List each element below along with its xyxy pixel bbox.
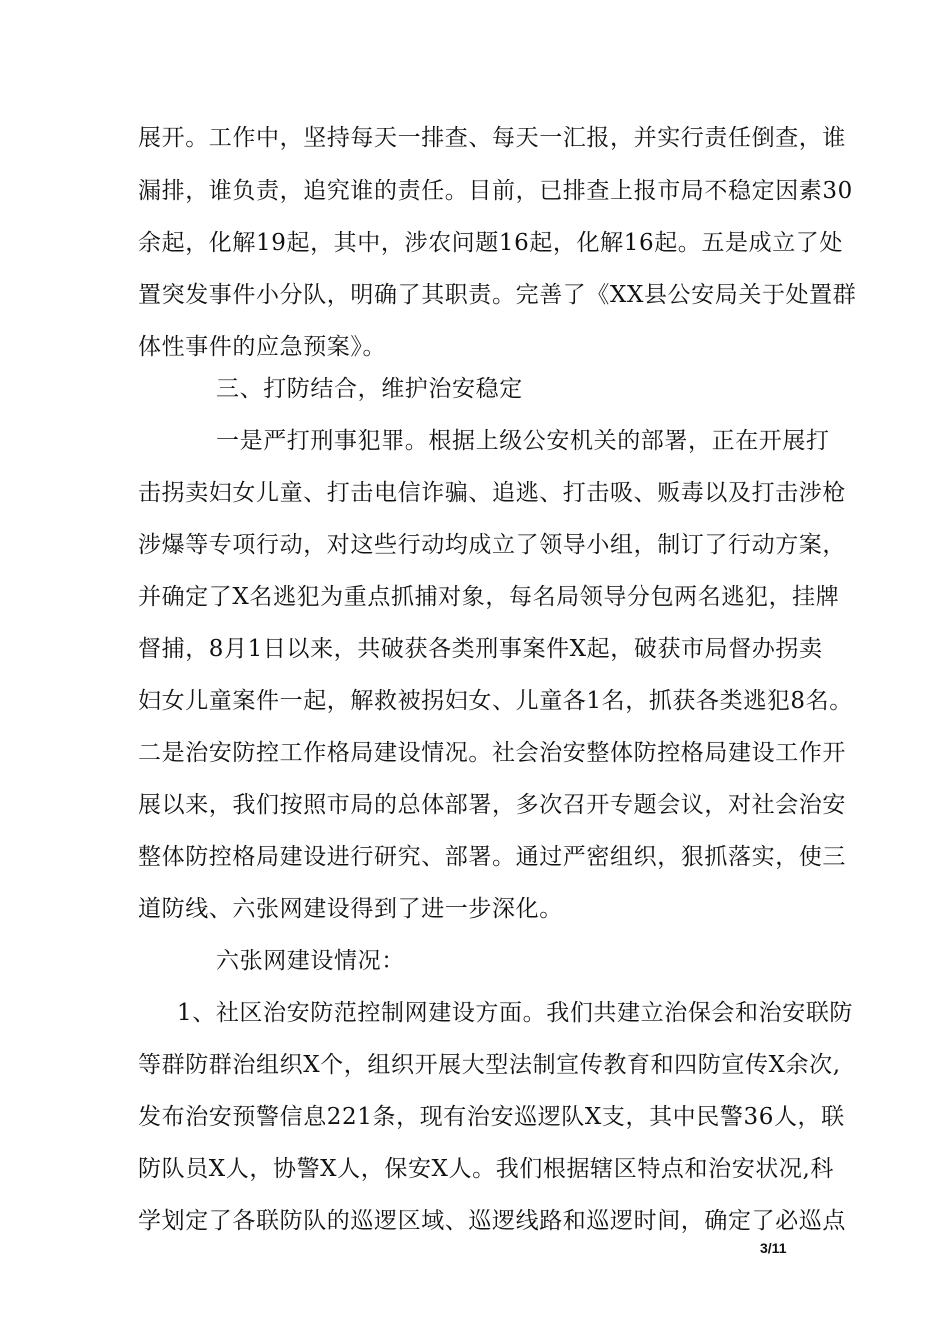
- text-line: 余起，化解19起，其中，涉农问题16起，化解16起。五是成立了处: [138, 230, 843, 256]
- text-line: 展以来，我们按照市局的总体部署，多次召开专题会议，对社会治安: [138, 792, 846, 818]
- text-line: 等群防群治组织X个，组织开展大型法制宣传教育和四防宣传X余次,: [138, 1052, 841, 1078]
- text-line: 妇女儿童案件一起，解救被拐妇女、儿童各1名，抓获各类逃犯8名。: [138, 688, 853, 714]
- text-line: 督捕，8月1日以来，共破获各类刑事案件X起，破获市局督办拐卖: [138, 636, 823, 662]
- section-heading: 三、打防结合，维护治安稳定: [216, 376, 523, 402]
- text-line: 展开。工作中，坚持每天一排查、每天一汇报，并实行责任倒查，谁: [138, 125, 846, 151]
- subheading: 六张网建设情况：: [216, 948, 405, 974]
- paragraph-start: 一是严打刑事犯罪。根据上级公安机关的部署，正在开展打: [216, 428, 830, 454]
- text-line: 体性事件的应急预案》。: [138, 334, 387, 360]
- text-line: 并确定了X名逃犯为重点抓捕对象，每名局领导分包两名逃犯，挂牌: [138, 584, 840, 610]
- text-line: 置突发事件小分队，明确了其职责。完善了《XX县公安局关于处置群: [138, 282, 857, 308]
- paragraph-start: 1、社区治安防范控制网建设方面。我们共建立治保会和治安联防: [177, 1000, 854, 1026]
- text-line: 学划定了各联防队的巡逻区域、巡逻线路和巡逻时间，确定了必巡点: [138, 1208, 846, 1234]
- text-line: 漏排，谁负责，追究谁的责任。目前，已排查上报市局不稳定因素30: [138, 178, 853, 204]
- text-line: 发布治安预警信息221条，现有治安巡逻队X支，其中民警36人，联: [138, 1104, 845, 1130]
- text-line: 道防线、六张网建设得到了进一步深化。: [138, 896, 563, 922]
- page-number: 3/11: [760, 1240, 787, 1256]
- text-line: 二是治安防控工作格局建设情况。社会治安整体防控格局建设工作开: [138, 740, 846, 766]
- text-line: 击拐卖妇女儿童、打击电信诈骗、追逃、打击吸、贩毒以及打击涉枪: [138, 480, 846, 506]
- text-line: 整体防控格局建设进行研究、部署。通过严密组织，狠抓落实，使三: [138, 844, 846, 870]
- text-line: 防队员X人，协警X人，保安X人。我们根据辖区特点和治安状况,科: [138, 1156, 835, 1182]
- text-line: 涉爆等专项行动，对这些行动均成立了领导小组，制订了行动方案，: [138, 532, 846, 558]
